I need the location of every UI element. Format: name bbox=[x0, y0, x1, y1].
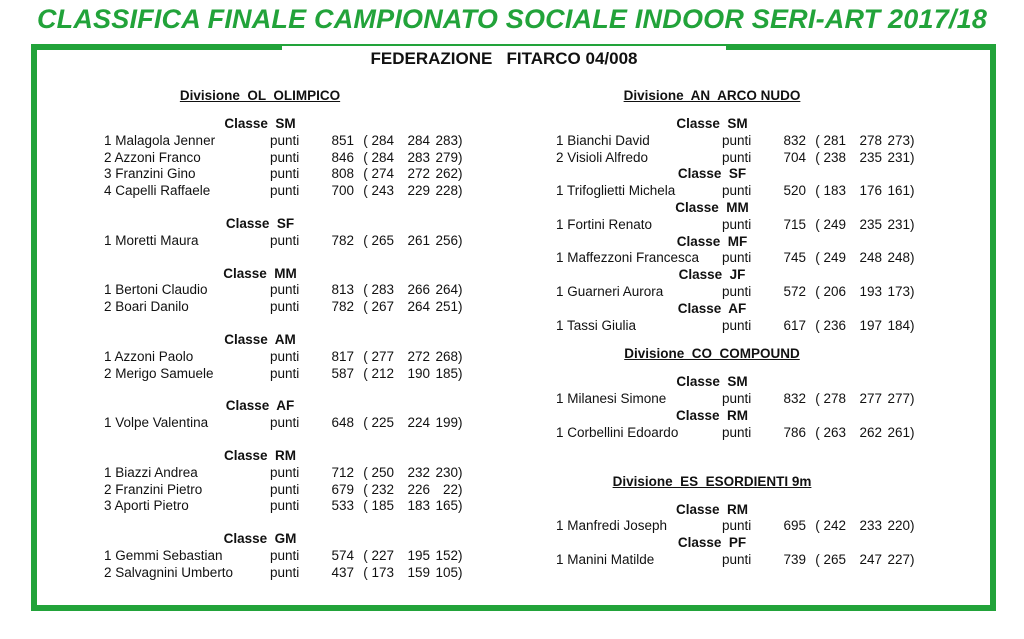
result-row bbox=[556, 133, 936, 150]
closing-paren: ) bbox=[910, 216, 915, 232]
round-3-score: 173 bbox=[887, 283, 910, 299]
round-3-score: 273 bbox=[887, 132, 910, 148]
spacer bbox=[556, 106, 936, 116]
round-1-score: ( 265 bbox=[815, 551, 846, 567]
class-title: Classe GM bbox=[223, 531, 297, 547]
round-1-score: ( 173 bbox=[363, 564, 394, 580]
round-1-score: ( 206 bbox=[815, 283, 846, 299]
round-2-score: 283 bbox=[407, 149, 430, 165]
closing-paren: ) bbox=[910, 518, 915, 534]
round-1-score: ( 265 bbox=[363, 232, 394, 248]
athlete-name: 2 Franzini Pietro bbox=[104, 481, 203, 497]
spacer bbox=[556, 334, 936, 344]
round-3-score: 261 bbox=[887, 424, 910, 440]
points-label: punti bbox=[270, 132, 300, 148]
round-1-score: ( 249 bbox=[815, 216, 846, 232]
round-3-score: 251 bbox=[435, 299, 458, 315]
total-score: 813 bbox=[331, 282, 354, 298]
round-2-score: 159 bbox=[407, 564, 430, 580]
athlete-name: 4 Capelli Raffaele bbox=[104, 183, 211, 199]
points-label: punti bbox=[270, 464, 300, 480]
round-1-score: ( 243 bbox=[363, 183, 394, 199]
result-row bbox=[104, 183, 484, 200]
athlete-name: 1 Milanesi Simone bbox=[556, 391, 667, 407]
result-row bbox=[556, 318, 936, 335]
total-score: 782 bbox=[331, 232, 354, 248]
page-title: CLASSIFICA FINALE CAMPIONATO SOCIALE INDOOR SERI-ART 2017/18 bbox=[36, 4, 988, 34]
round-2-score: 197 bbox=[859, 317, 882, 333]
closing-paren: ) bbox=[458, 415, 463, 431]
round-2-score: 195 bbox=[407, 547, 430, 563]
round-1-score: ( 225 bbox=[363, 415, 394, 431]
result-row bbox=[104, 282, 484, 299]
points-label: punti bbox=[722, 424, 752, 440]
class-title: Classe RM bbox=[675, 407, 749, 423]
round-3-score: 256 bbox=[435, 232, 458, 248]
result-row bbox=[104, 299, 484, 316]
division-title: Divisione OL OLIMPICO bbox=[179, 88, 341, 103]
spacer bbox=[104, 382, 484, 398]
class-title: Classe SF bbox=[677, 166, 747, 182]
round-3-score: 184 bbox=[887, 317, 910, 333]
round-2-score: 277 bbox=[859, 391, 882, 407]
round-1-score: ( 236 bbox=[815, 317, 846, 333]
round-1-score: ( 263 bbox=[815, 424, 846, 440]
round-3-score: 264 bbox=[435, 282, 458, 298]
points-label: punti bbox=[270, 149, 300, 165]
closing-paren: ) bbox=[458, 481, 463, 497]
result-row bbox=[556, 284, 936, 301]
total-score: 817 bbox=[331, 348, 354, 364]
points-label: punti bbox=[270, 166, 300, 182]
closing-paren: ) bbox=[458, 299, 463, 315]
total-score: 679 bbox=[331, 481, 354, 497]
right-column bbox=[556, 86, 936, 569]
round-1-score: ( 274 bbox=[363, 166, 394, 182]
closing-paren: ) bbox=[458, 348, 463, 364]
class-title: Classe PF bbox=[677, 535, 747, 551]
points-label: punti bbox=[722, 391, 752, 407]
round-2-score: 264 bbox=[407, 299, 430, 315]
closing-paren: ) bbox=[458, 166, 463, 182]
class-title: Classe AM bbox=[224, 331, 296, 347]
round-1-score: ( 232 bbox=[363, 481, 394, 497]
round-3-score: 227 bbox=[887, 551, 910, 567]
division-title: Divisione CO COMPOUND bbox=[624, 346, 800, 362]
closing-paren: ) bbox=[458, 132, 463, 148]
round-3-score: 199 bbox=[435, 415, 458, 431]
class-title: Classe RM bbox=[223, 447, 297, 463]
division-title: Divisione AN ARCO NUDO bbox=[623, 88, 801, 103]
round-2-score: 190 bbox=[407, 365, 430, 381]
closing-paren: ) bbox=[458, 498, 463, 514]
round-2-score: 272 bbox=[407, 348, 430, 364]
class-title: Classe MM bbox=[223, 265, 297, 281]
result-row bbox=[104, 133, 484, 150]
athlete-name: 1 Trifoglietti Michela bbox=[556, 183, 676, 199]
closing-paren: ) bbox=[910, 183, 915, 199]
athlete-name: 1 Maffezzoni Francesca bbox=[556, 250, 700, 266]
points-label: punti bbox=[722, 183, 752, 199]
round-3-score: 231 bbox=[887, 216, 910, 232]
total-score: 745 bbox=[783, 250, 806, 266]
class-title: Classe JF bbox=[678, 267, 746, 283]
athlete-name: 1 Biazzi Andrea bbox=[104, 464, 198, 480]
round-3-score: 228 bbox=[435, 183, 458, 199]
total-score: 739 bbox=[783, 551, 806, 567]
round-2-score: 235 bbox=[859, 216, 882, 232]
closing-paren: ) bbox=[458, 282, 463, 298]
round-2-score: 272 bbox=[407, 166, 430, 182]
athlete-name: 1 Volpe Valentina bbox=[104, 415, 209, 431]
points-label: punti bbox=[722, 317, 752, 333]
closing-paren: ) bbox=[458, 149, 463, 165]
round-1-score: ( 278 bbox=[815, 391, 846, 407]
total-score: 700 bbox=[331, 183, 354, 199]
round-3-score: 22 bbox=[442, 481, 458, 497]
round-2-score: 229 bbox=[407, 183, 430, 199]
round-3-score: 262 bbox=[435, 166, 458, 182]
round-1-score: ( 281 bbox=[815, 132, 846, 148]
total-score: 572 bbox=[783, 283, 806, 299]
round-1-score: ( 185 bbox=[363, 498, 394, 514]
round-2-score: 183 bbox=[407, 498, 430, 514]
athlete-name: 2 Azzoni Franco bbox=[104, 149, 201, 165]
spacer bbox=[556, 364, 936, 374]
class-title: Classe SF bbox=[225, 215, 295, 231]
closing-paren: ) bbox=[458, 464, 463, 480]
round-3-score: 268 bbox=[435, 348, 458, 364]
total-score: 832 bbox=[783, 132, 806, 148]
points-label: punti bbox=[270, 348, 300, 364]
closing-paren: ) bbox=[910, 551, 915, 567]
total-score: 574 bbox=[331, 547, 354, 563]
athlete-name: 1 Fortini Renato bbox=[556, 216, 653, 232]
class-title: Classe MM bbox=[675, 199, 749, 215]
spacer bbox=[104, 106, 484, 116]
athlete-name: 2 Visioli Alfredo bbox=[556, 149, 649, 165]
athlete-name: 1 Bianchi David bbox=[556, 132, 650, 148]
round-1-score: ( 238 bbox=[815, 149, 846, 165]
total-score: 437 bbox=[331, 564, 354, 580]
athlete-name: 3 Franzini Gino bbox=[104, 166, 196, 182]
spacer bbox=[104, 250, 484, 266]
points-label: punti bbox=[270, 498, 300, 514]
athlete-name: 1 Moretti Maura bbox=[104, 232, 199, 248]
closing-paren: ) bbox=[910, 317, 915, 333]
round-2-score: 235 bbox=[859, 149, 882, 165]
result-row bbox=[556, 150, 936, 167]
total-score: 808 bbox=[331, 166, 354, 182]
round-2-score: 262 bbox=[859, 424, 882, 440]
round-3-score: 248 bbox=[887, 250, 910, 266]
round-3-score: 220 bbox=[887, 518, 910, 534]
round-2-score: 193 bbox=[859, 283, 882, 299]
points-label: punti bbox=[270, 299, 300, 315]
points-label: punti bbox=[722, 216, 752, 232]
closing-paren: ) bbox=[458, 232, 463, 248]
class-title: Classe SM bbox=[224, 116, 296, 131]
athlete-name: 1 Malagola Jenner bbox=[104, 132, 216, 148]
round-2-score: 278 bbox=[859, 132, 882, 148]
result-row bbox=[556, 183, 936, 200]
class-title: Classe AF bbox=[677, 300, 747, 316]
round-2-score: 232 bbox=[407, 464, 430, 480]
round-3-score: 283 bbox=[435, 132, 458, 148]
result-row bbox=[104, 150, 484, 167]
class-title: Classe SM bbox=[676, 116, 748, 131]
closing-paren: ) bbox=[910, 149, 915, 165]
round-1-score: ( 284 bbox=[363, 132, 394, 148]
total-score: 832 bbox=[783, 391, 806, 407]
round-3-score: 279 bbox=[435, 149, 458, 165]
result-row bbox=[104, 166, 484, 183]
points-label: punti bbox=[270, 183, 300, 199]
result-row bbox=[104, 349, 484, 366]
federation-subtitle: FEDERAZIONE FITARCO 04/008 bbox=[282, 46, 726, 72]
division-title: Divisione ES ESORDIENTI 9m bbox=[612, 473, 812, 489]
athlete-name: 1 Bertoni Claudio bbox=[104, 282, 208, 298]
result-row bbox=[556, 391, 936, 408]
spacer bbox=[556, 492, 936, 502]
closing-paren: ) bbox=[458, 564, 463, 580]
round-1-score: ( 227 bbox=[363, 547, 394, 563]
closing-paren: ) bbox=[910, 391, 915, 407]
athlete-name: 3 Aporti Pietro bbox=[104, 498, 189, 514]
round-2-score: 284 bbox=[407, 132, 430, 148]
result-row bbox=[104, 465, 484, 482]
athlete-name: 2 Boari Danilo bbox=[104, 299, 189, 315]
round-2-score: 266 bbox=[407, 282, 430, 298]
total-score: 786 bbox=[783, 424, 806, 440]
points-label: punti bbox=[270, 481, 300, 497]
spacer bbox=[556, 442, 936, 472]
round-3-score: 161 bbox=[887, 183, 910, 199]
round-2-score: 261 bbox=[407, 232, 430, 248]
points-label: punti bbox=[270, 282, 300, 298]
round-1-score: ( 242 bbox=[815, 518, 846, 534]
result-row bbox=[556, 425, 936, 442]
closing-paren: ) bbox=[458, 547, 463, 563]
points-label: punti bbox=[270, 547, 300, 563]
athlete-name: 1 Manfredi Joseph bbox=[556, 518, 668, 534]
round-2-score: 224 bbox=[407, 415, 430, 431]
round-1-score: ( 284 bbox=[363, 149, 394, 165]
result-row bbox=[556, 518, 936, 535]
spacer bbox=[104, 200, 484, 216]
points-label: punti bbox=[270, 415, 300, 431]
result-row bbox=[556, 552, 936, 569]
result-row bbox=[104, 233, 484, 250]
spacer bbox=[104, 432, 484, 448]
points-label: punti bbox=[722, 283, 752, 299]
result-row bbox=[556, 250, 936, 267]
closing-paren: ) bbox=[910, 132, 915, 148]
total-score: 520 bbox=[783, 183, 806, 199]
points-label: punti bbox=[270, 365, 300, 381]
result-row bbox=[104, 366, 484, 383]
round-1-score: ( 267 bbox=[363, 299, 394, 315]
athlete-name: 1 Tassi Giulia bbox=[556, 317, 637, 333]
total-score: 715 bbox=[783, 216, 806, 232]
total-score: 851 bbox=[331, 132, 354, 148]
round-1-score: ( 250 bbox=[363, 464, 394, 480]
class-title: Classe RM bbox=[675, 501, 749, 517]
left-column bbox=[104, 86, 484, 582]
total-score: 617 bbox=[783, 317, 806, 333]
points-label: punti bbox=[722, 132, 752, 148]
athlete-name: 2 Merigo Samuele bbox=[104, 365, 214, 381]
round-2-score: 176 bbox=[859, 183, 882, 199]
total-score: 533 bbox=[331, 498, 354, 514]
spacer bbox=[104, 316, 484, 332]
round-3-score: 277 bbox=[887, 391, 910, 407]
round-3-score: 152 bbox=[435, 547, 458, 563]
round-2-score: 233 bbox=[859, 518, 882, 534]
spacer bbox=[104, 515, 484, 531]
round-1-score: ( 249 bbox=[815, 250, 846, 266]
round-3-score: 230 bbox=[435, 464, 458, 480]
result-row bbox=[104, 565, 484, 582]
class-title: Classe MF bbox=[676, 233, 748, 249]
round-3-score: 231 bbox=[887, 149, 910, 165]
closing-paren: ) bbox=[458, 183, 463, 199]
class-title: Classe SM bbox=[676, 374, 748, 390]
closing-paren: ) bbox=[910, 283, 915, 299]
round-3-score: 185 bbox=[435, 365, 458, 381]
athlete-name: 1 Guarneri Aurora bbox=[556, 283, 664, 299]
points-label: punti bbox=[722, 551, 752, 567]
class-title: Classe AF bbox=[225, 398, 295, 414]
round-3-score: 105 bbox=[435, 564, 458, 580]
athlete-name: 2 Salvagnini Umberto bbox=[104, 564, 234, 580]
result-row bbox=[104, 498, 484, 515]
points-label: punti bbox=[722, 250, 752, 266]
total-score: 648 bbox=[331, 415, 354, 431]
closing-paren: ) bbox=[458, 365, 463, 381]
round-2-score: 248 bbox=[859, 250, 882, 266]
athlete-name: 1 Manini Matilde bbox=[556, 551, 655, 567]
round-1-score: ( 212 bbox=[363, 365, 394, 381]
result-row bbox=[104, 482, 484, 499]
total-score: 846 bbox=[331, 149, 354, 165]
points-label: punti bbox=[270, 564, 300, 580]
total-score: 695 bbox=[783, 518, 806, 534]
points-label: punti bbox=[270, 232, 300, 248]
result-row bbox=[104, 548, 484, 565]
total-score: 782 bbox=[331, 299, 354, 315]
athlete-name: 1 Gemmi Sebastian bbox=[104, 547, 223, 563]
result-row bbox=[556, 217, 936, 234]
round-1-score: ( 277 bbox=[363, 348, 394, 364]
round-1-score: ( 283 bbox=[363, 282, 394, 298]
athlete-name: 1 Azzoni Paolo bbox=[104, 348, 194, 364]
points-label: punti bbox=[722, 518, 752, 534]
round-1-score: ( 183 bbox=[815, 183, 846, 199]
total-score: 712 bbox=[331, 464, 354, 480]
result-row bbox=[104, 415, 484, 432]
round-3-score: 165 bbox=[435, 498, 458, 514]
round-2-score: 226 bbox=[407, 481, 430, 497]
athlete-name: 1 Corbellini Edoardo bbox=[556, 424, 679, 440]
total-score: 704 bbox=[783, 149, 806, 165]
closing-paren: ) bbox=[910, 424, 915, 440]
total-score: 587 bbox=[331, 365, 354, 381]
round-2-score: 247 bbox=[859, 551, 882, 567]
points-label: punti bbox=[722, 149, 752, 165]
closing-paren: ) bbox=[910, 250, 915, 266]
